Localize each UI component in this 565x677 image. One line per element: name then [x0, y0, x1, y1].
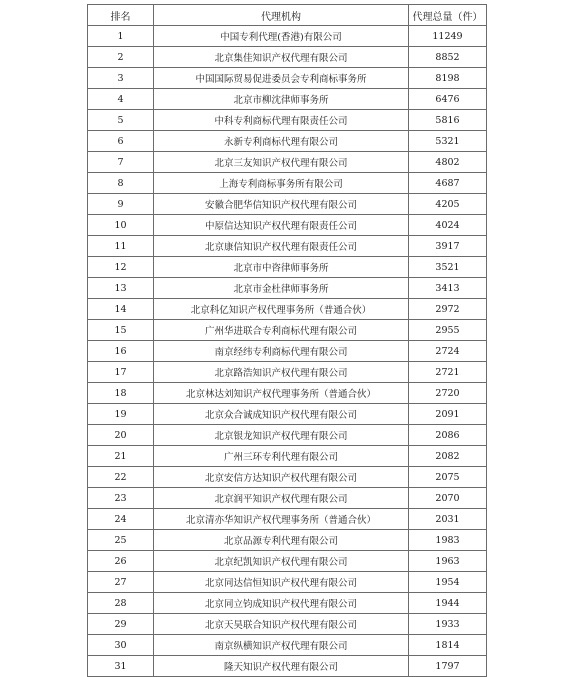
total-cell: 2070 — [409, 488, 487, 509]
agency-cell: 北京市金杜律师事务所 — [154, 278, 409, 299]
rank-cell: 9 — [88, 194, 154, 215]
agency-cell: 北京路浩知识产权代理有限公司 — [154, 362, 409, 383]
total-cell: 2031 — [409, 509, 487, 530]
agency-cell: 北京润平知识产权代理有限公司 — [154, 488, 409, 509]
rank-cell: 15 — [88, 320, 154, 341]
total-cell: 1797 — [409, 656, 487, 677]
total-cell: 4687 — [409, 173, 487, 194]
agency-cell: 北京品源专利代理有限公司 — [154, 530, 409, 551]
total-cell: 8852 — [409, 47, 487, 68]
table-row — [88, 236, 487, 257]
header-rank: 排名 — [88, 5, 154, 26]
agency-cell: 北京纪凯知识产权代理有限公司 — [154, 551, 409, 572]
agency-cell: 北京安信方达知识产权代理有限公司 — [154, 467, 409, 488]
table-row — [88, 446, 487, 467]
header-total: 代理总量（件） — [409, 5, 487, 26]
agency-cell: 中原信达知识产权代理有限责任公司 — [154, 215, 409, 236]
table-row — [88, 278, 487, 299]
total-cell: 1814 — [409, 635, 487, 656]
table-row — [88, 341, 487, 362]
agency-cell: 广州三环专利代理有限公司 — [154, 446, 409, 467]
table-row — [88, 194, 487, 215]
header-agency: 代理机构 — [154, 5, 409, 26]
agency-cell: 中国专利代理(香港)有限公司 — [154, 26, 409, 47]
rank-cell: 11 — [88, 236, 154, 257]
table-row — [88, 47, 487, 68]
total-cell: 5816 — [409, 110, 487, 131]
table-row — [88, 530, 487, 551]
total-cell: 6476 — [409, 89, 487, 110]
rank-cell: 30 — [88, 635, 154, 656]
table-row — [88, 509, 487, 530]
table-row — [88, 257, 487, 278]
table-row — [88, 488, 487, 509]
total-cell: 11249 — [409, 26, 487, 47]
table-row — [88, 131, 487, 152]
total-cell: 1983 — [409, 530, 487, 551]
table-row — [88, 614, 487, 635]
agency-cell: 北京天昊联合知识产权代理有限公司 — [154, 614, 409, 635]
total-cell: 1933 — [409, 614, 487, 635]
rank-cell: 28 — [88, 593, 154, 614]
agency-cell: 北京众合诚成知识产权代理有限公司 — [154, 404, 409, 425]
agency-cell: 北京市中咨律师事务所 — [154, 257, 409, 278]
table-row — [88, 551, 487, 572]
agency-cell: 北京银龙知识产权代理有限公司 — [154, 425, 409, 446]
agency-cell: 北京林达刘知识产权代理事务所（普通合伙） — [154, 383, 409, 404]
rank-cell: 17 — [88, 362, 154, 383]
total-cell: 3413 — [409, 278, 487, 299]
total-cell: 2955 — [409, 320, 487, 341]
table-row — [88, 404, 487, 425]
table-row — [88, 593, 487, 614]
table-row — [88, 383, 487, 404]
total-cell: 2721 — [409, 362, 487, 383]
rank-cell: 22 — [88, 467, 154, 488]
table-row — [88, 572, 487, 593]
table-row — [88, 656, 487, 677]
rank-cell: 24 — [88, 509, 154, 530]
table-row — [88, 89, 487, 110]
agency-ranking-table — [87, 4, 487, 677]
total-cell: 2724 — [409, 341, 487, 362]
total-cell: 4802 — [409, 152, 487, 173]
agency-cell: 广州华进联合专利商标代理有限公司 — [154, 320, 409, 341]
table-row — [88, 152, 487, 173]
total-cell: 3521 — [409, 257, 487, 278]
rank-cell: 31 — [88, 656, 154, 677]
rank-cell: 21 — [88, 446, 154, 467]
rank-cell: 4 — [88, 89, 154, 110]
table-row — [88, 215, 487, 236]
total-cell: 2972 — [409, 299, 487, 320]
rank-cell: 27 — [88, 572, 154, 593]
agency-cell: 南京经纬专利商标代理有限公司 — [154, 341, 409, 362]
total-cell: 8198 — [409, 68, 487, 89]
total-cell: 2091 — [409, 404, 487, 425]
table-row — [88, 467, 487, 488]
rank-cell: 8 — [88, 173, 154, 194]
agency-cell: 北京科亿知识产权代理事务所（普通合伙） — [154, 299, 409, 320]
table-body — [88, 26, 487, 677]
total-cell: 1954 — [409, 572, 487, 593]
rank-cell: 12 — [88, 257, 154, 278]
agency-cell: 安徽合肥华信知识产权代理有限公司 — [154, 194, 409, 215]
agency-cell: 上海专利商标事务所有限公司 — [154, 173, 409, 194]
total-cell: 5321 — [409, 131, 487, 152]
table-row — [88, 26, 487, 47]
rank-cell: 29 — [88, 614, 154, 635]
header-row — [88, 5, 487, 26]
total-cell: 2075 — [409, 467, 487, 488]
table-row — [88, 68, 487, 89]
table-row — [88, 110, 487, 131]
total-cell: 2720 — [409, 383, 487, 404]
rank-cell: 3 — [88, 68, 154, 89]
agency-cell: 北京三友知识产权代理有限公司 — [154, 152, 409, 173]
rank-cell: 1 — [88, 26, 154, 47]
rank-cell: 2 — [88, 47, 154, 68]
agency-cell: 中科专利商标代理有限责任公司 — [154, 110, 409, 131]
table-row — [88, 635, 487, 656]
agency-cell: 北京同立钧成知识产权代理有限公司 — [154, 593, 409, 614]
rank-cell: 18 — [88, 383, 154, 404]
rank-cell: 13 — [88, 278, 154, 299]
agency-cell: 中国国际贸易促进委员会专利商标事务所 — [154, 68, 409, 89]
total-cell: 4024 — [409, 215, 487, 236]
table-header — [88, 5, 487, 26]
total-cell: 1944 — [409, 593, 487, 614]
total-cell: 4205 — [409, 194, 487, 215]
agency-cell: 永新专利商标代理有限公司 — [154, 131, 409, 152]
rank-cell: 26 — [88, 551, 154, 572]
agency-cell: 北京康信知识产权代理有限责任公司 — [154, 236, 409, 257]
rank-cell: 6 — [88, 131, 154, 152]
rank-cell: 14 — [88, 299, 154, 320]
total-cell: 3917 — [409, 236, 487, 257]
rank-cell: 5 — [88, 110, 154, 131]
total-cell: 2086 — [409, 425, 487, 446]
agency-cell: 北京市柳沈律师事务所 — [154, 89, 409, 110]
agency-cell: 南京纵横知识产权代理有限公司 — [154, 635, 409, 656]
agency-cell: 北京集佳知识产权代理有限公司 — [154, 47, 409, 68]
table-row — [88, 425, 487, 446]
table-row — [88, 362, 487, 383]
rank-cell: 23 — [88, 488, 154, 509]
total-cell: 1963 — [409, 551, 487, 572]
agency-cell: 北京同达信恒知识产权代理有限公司 — [154, 572, 409, 593]
table-row — [88, 299, 487, 320]
rank-cell: 16 — [88, 341, 154, 362]
agency-cell: 北京清亦华知识产权代理事务所（普通合伙） — [154, 509, 409, 530]
total-cell: 2082 — [409, 446, 487, 467]
rank-cell: 19 — [88, 404, 154, 425]
agency-cell: 隆天知识产权代理有限公司 — [154, 656, 409, 677]
table-row — [88, 173, 487, 194]
rank-cell: 25 — [88, 530, 154, 551]
rank-cell: 10 — [88, 215, 154, 236]
table-row — [88, 320, 487, 341]
rank-cell: 20 — [88, 425, 154, 446]
rank-cell: 7 — [88, 152, 154, 173]
